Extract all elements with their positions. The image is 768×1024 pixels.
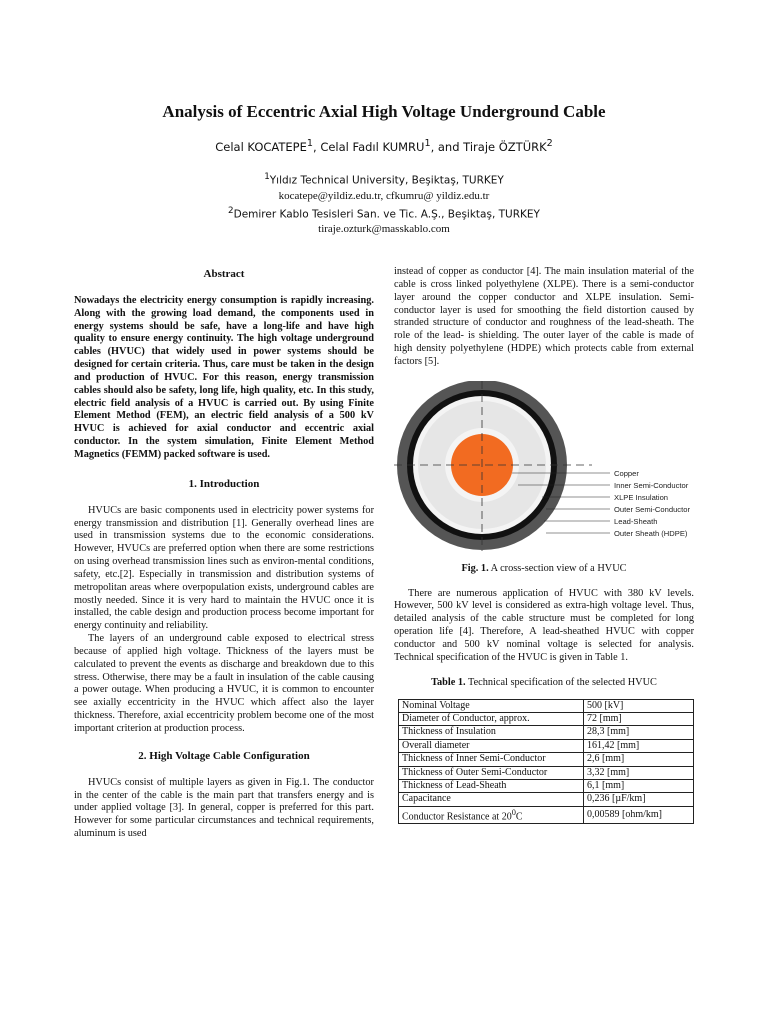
table-cell-value: 72 [mm] [584,712,694,725]
paper-title: Analysis of Eccentric Axial High Voltage Underground Cable [162,102,606,121]
affil-2-marker: 2 [228,205,234,216]
table-cell-name-text: Conductor Resistance at 20 [402,811,512,823]
section-2-paragraph-1-continued: instead of copper as conductor [4]. The main insulation material of the cable is cross linked polyethylene (XLPE). There is a semi-conductor layer around the copper conductor and XLPE insulation. Semi-conductor layer is used for smoothing the field distortion caused by stranded structure of conductor and roughness of the lead-sheath. The role of the lead- is shielding. The outer layer of the cable is made of high density polyethylene (HDPE) which protects cable from external factors [5]. [394,266,694,367]
author-2: Celal Fadıl KUMRU [320,139,425,154]
author-3: Tiraje ÖZTÜRK [463,139,547,154]
table-cell-name: Thickness of Inner Semi-Conductor [399,753,584,766]
degree-superscript: 0 [511,807,516,817]
affil-1-email: kocatepe@yildiz.edu.tr, cfkumru@ yildiz.edu.tr [278,189,490,202]
section-2-heading: 2. High Voltage Cable Configuration [138,749,310,762]
figure-1-caption [394,563,694,576]
table-cell-value: 500 [kV] [584,699,694,712]
affil-1-marker: 1 [264,172,270,182]
table-cell-name: Capacitance [399,793,584,806]
table-cell-name: Thickness of Insulation [399,726,584,739]
abstract-heading: Abstract [203,268,245,280]
table-row [399,793,694,806]
table-row [399,806,694,824]
table-cell-value: 6,1 [mm] [584,779,694,792]
specification-table [398,699,694,825]
table-1-caption-text: Technical specification of the selected HVUC [465,676,657,688]
label-xlpe-insulation: XLPE Insulation [614,492,669,502]
table-row [399,712,694,725]
left-column [74,266,374,841]
table-cell-name [399,806,584,824]
cable-cross-section-diagram [394,381,704,551]
label-outer-sheath: Outer Sheath (HDPE) [614,528,688,538]
label-copper: Copper [614,468,639,478]
table-cell-name: Nominal Voltage [399,699,584,712]
section-1-paragraph-2: The layers of an underground cable exposed to electrical stress because of applied high voltage. Thickness of the layers must be calculated to prevent the events as discharge and breakdown due to this stress. Otherwise, there may be a fault in insulation of the cable causing a power outage. When producing a HVUC, it is common to encounter see axially eccentricity in the HVUC which affect also the layer thickness. Therefore, axial eccentricity problem become one of the most important criterion at production process. [74,633,374,734]
table-cell-name: Thickness of Outer Semi-Conductor [399,766,584,779]
affil-2: Demirer Kablo Tesisleri San. ve Tic. A.Ş., Beşiktaş, TURKEY [233,208,540,220]
author-line: Celal KOCATEPE$^1$, Celal Fadıl KUMRU$^1$, and Tiraje ÖZTÜRK$^2$ [215,138,553,154]
table-cell-value: 28,3 [mm] [584,726,694,739]
table-row [399,699,694,712]
author-1-affil: 1 [306,138,313,149]
table-cell-name: Thickness of Lead-Sheath [399,779,584,792]
table-cell-value: 2,6 [mm] [584,753,694,766]
figure-1-caption-label: Fig. 1. [461,562,489,574]
table-cell-value: 3,32 [mm] [584,766,694,779]
table-cell-name: Overall diameter [399,739,584,752]
section-2-paragraph-1: HVUCs consist of multiple layers as given in Fig.1. The conductor in the center of the cable is the main part that transfers energy and is under applied voltage [3]. In general, copper is preferred for this part. However for some particular circumstances and technical requirements, aluminum is used [74,776,374,840]
table-row [399,766,694,779]
table-1-caption [394,677,694,690]
figure-1 [394,381,704,551]
author-2-affil: 1 [424,138,431,149]
author-separator: , and [430,139,464,154]
abstract-text: Nowadays the electricity energy consumption is rapidly increasing. Along with the growing load demand, the components used in energy systems should be safe, have a long-life and have high quality to ensure energy continuity. The high voltage underground cables (HVUC) that widely used in power systems should be designed for certain criteria. Thus, care must be taken in the design and production of HVUC. For this reason, energy transmission cables should also be safety, long life, high quality, etc. In this study, electric field analysis of a HVUC is carried out. By using Finite Element Method (FEM), an electric field analysis of a 500 kV HVUC is achieved for axial conductor and eccentric axial conductor. In the system simulation, Finite Element Method Magnetics (FEMM) packed software is used. [74,294,374,460]
affiliations [0,170,768,237]
table-cell-name-unit: C [515,811,523,823]
author-3-affil: 2 [546,138,553,149]
label-inner-semiconductor: Inner Semi-Conductor [614,480,689,490]
table-row [399,739,694,752]
affil-1: Yıldız Technical University, Beşiktaş, TURKEY [269,174,504,187]
table-cell-value: 0,236 [µF/km] [584,793,694,806]
table-cell-value: 161,42 [mm] [584,739,694,752]
table-cell-value: 0,00589 [ohm/km] [584,806,694,824]
table-1-caption-label: Table 1. [431,676,466,688]
table-row [399,753,694,766]
right-column [394,266,694,824]
label-outer-semiconductor: Outer Semi-Conductor [614,504,690,514]
section-1-heading: 1. Introduction [188,477,260,490]
section-2-paragraph-2: There are numerous application of HVUC with 380 kV levels. However, 500 kV level is considered as extra-high voltage level. Thus, detailed analysis of the cable structure must be completed for long operation life [4]. Therefore, A lead-sheathed HVUC with copper conductor and 500 kV nominal voltage is selected for analysis. Technical specification of the HVUC is given in Table 1. [394,587,694,663]
table-row [399,779,694,792]
label-lead-sheath: Lead-Sheath [614,516,658,526]
affil-2-email: tiraje.ozturk@masskablo.com [318,223,450,235]
table-cell-name: Diameter of Conductor, approx. [399,712,584,725]
section-1-paragraph-1: HVUCs are basic components used in electricity power systems for energy transmission and distribution [1]. Generally overhead lines are used in transmission systems due to the economic considerations. However, HVUCs are preferred option when there are some restrictions on using overhead transmission lines such as environ-mental conditions, safety, etc.[2]. Especially in transmission and distribution systems of metropolitan areas where overpopulation exists, underground cables are mostly needed. Since it is very hard to maintain the HVUC once it is installed, the cable design and production process become important for energy continuity and reliability. [74,504,374,632]
figure-1-caption-text: A cross-section view of a HVUC [488,562,627,574]
author-1: Celal KOCATEPE [215,139,307,154]
table-row [399,726,694,739]
